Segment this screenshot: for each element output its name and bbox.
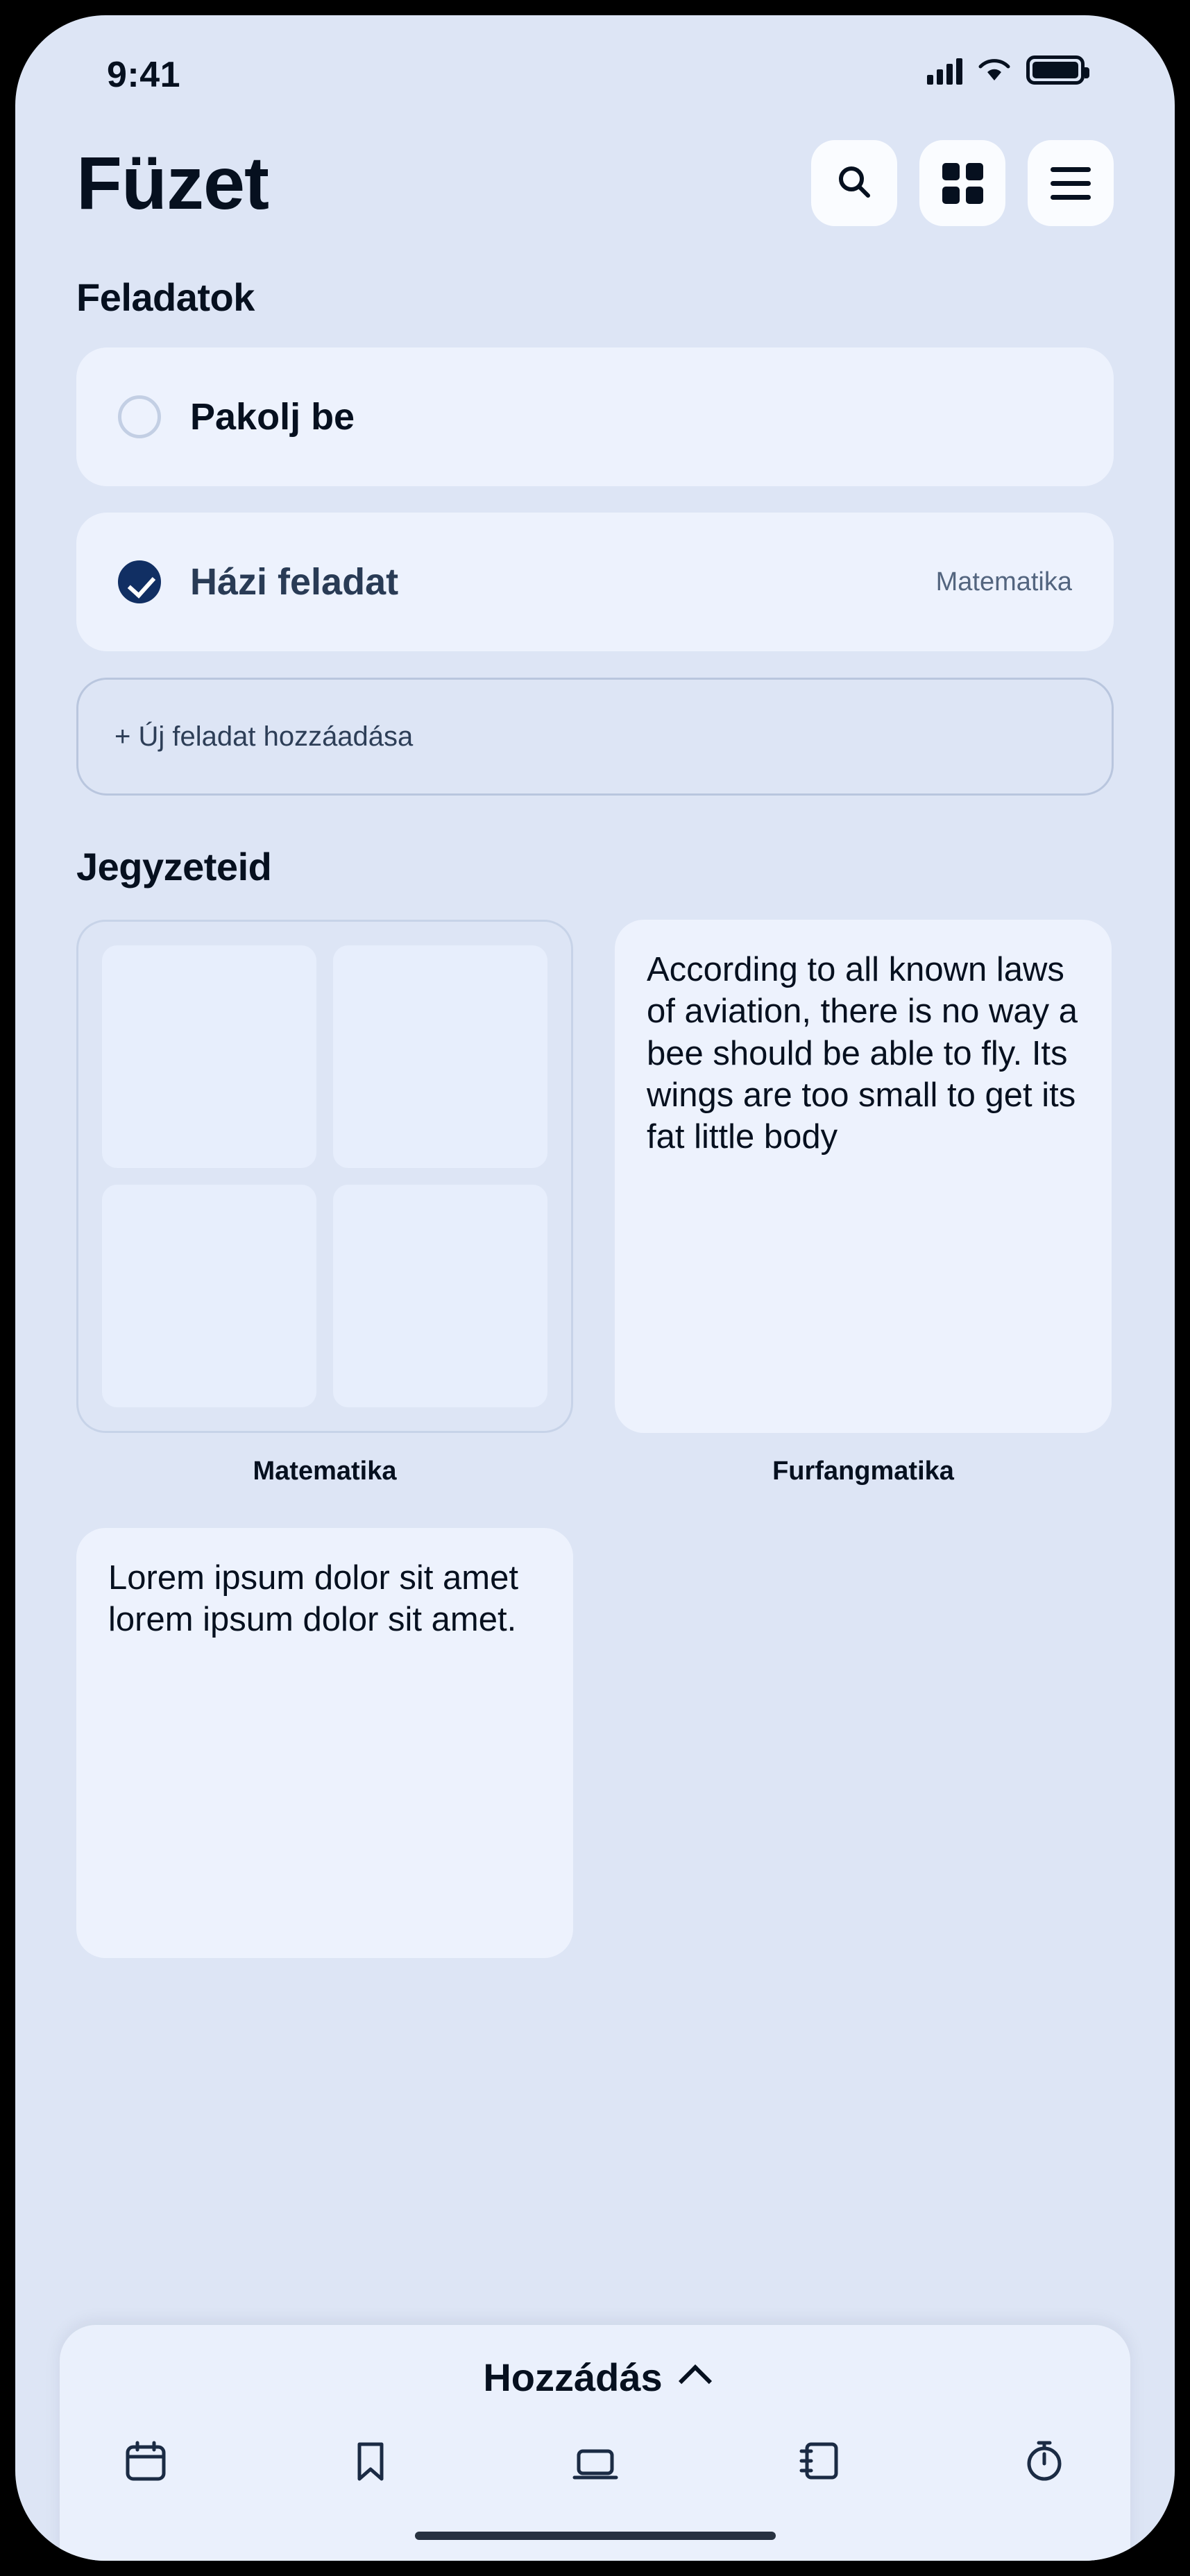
add-sheet-label: Hozzádás	[483, 2355, 663, 2399]
tab-bookmark[interactable]	[339, 2429, 402, 2493]
note-grid-cell	[333, 945, 547, 1168]
grid-icon	[942, 163, 983, 204]
note-preview-text[interactable]: According to all known laws of aviation, there is no way a bee should be able to fly. Its wings are too small to get its fat little body	[615, 920, 1112, 1433]
add-sheet-toggle[interactable]	[60, 2325, 1130, 2429]
notes-section-title: Jegyzeteid	[76, 845, 272, 888]
menu-button[interactable]	[1028, 140, 1114, 226]
bottom-sheet[interactable]	[60, 2325, 1130, 2561]
search-icon	[835, 163, 873, 204]
grid-view-button[interactable]	[919, 140, 1005, 226]
note-grid-cell	[102, 945, 316, 1168]
note-item[interactable]	[76, 1528, 573, 1958]
status-bar	[15, 15, 1175, 119]
note-grid-cell	[102, 1185, 316, 1407]
tab-bar	[60, 2429, 1130, 2493]
note-item[interactable]	[76, 920, 573, 1486]
tab-timer[interactable]	[1012, 2429, 1076, 2493]
task-label: Pakolj be	[190, 396, 355, 438]
battery-full-icon	[1026, 55, 1085, 85]
tab-notebook[interactable]	[788, 2429, 851, 2493]
add-task-button[interactable]	[76, 678, 1114, 796]
task-tag: Matematika	[935, 567, 1072, 596]
note-grid-cell	[333, 1185, 547, 1407]
add-task-label: + Új feladat hozzáadása	[114, 721, 414, 752]
notes-grid	[15, 920, 1175, 1958]
wifi-icon	[978, 57, 1011, 83]
table-row[interactable]	[76, 347, 1114, 486]
hamburger-menu-icon	[1051, 167, 1091, 200]
table-row[interactable]	[76, 513, 1114, 651]
task-label: Házi feladat	[190, 561, 399, 603]
app-screen	[15, 15, 1175, 2561]
task-checkbox[interactable]	[118, 395, 161, 438]
header-actions	[811, 140, 1114, 226]
note-item[interactable]	[615, 920, 1112, 1486]
page-title: Füzet	[76, 141, 269, 225]
tab-cards[interactable]	[563, 2429, 627, 2493]
home-indicator	[415, 2532, 776, 2540]
note-caption: Furfangmatika	[772, 1457, 954, 1486]
tasks-section-title: Feladatok	[76, 275, 255, 319]
cellular-signal-icon	[927, 55, 962, 85]
task-list	[15, 347, 1175, 796]
chevron-up-icon	[679, 2364, 712, 2398]
note-caption: Matematika	[253, 1457, 397, 1486]
app-header	[15, 119, 1175, 226]
tab-calendar[interactable]	[114, 2429, 178, 2493]
status-time: 9:41	[107, 55, 181, 95]
status-icons	[927, 55, 1085, 85]
task-checkbox[interactable]	[118, 560, 161, 603]
search-button[interactable]	[811, 140, 897, 226]
note-preview-text[interactable]: Lorem ipsum dolor sit amet lorem ipsum dolor sit amet.	[76, 1528, 573, 1958]
note-thumbnail-grid[interactable]	[76, 920, 573, 1433]
